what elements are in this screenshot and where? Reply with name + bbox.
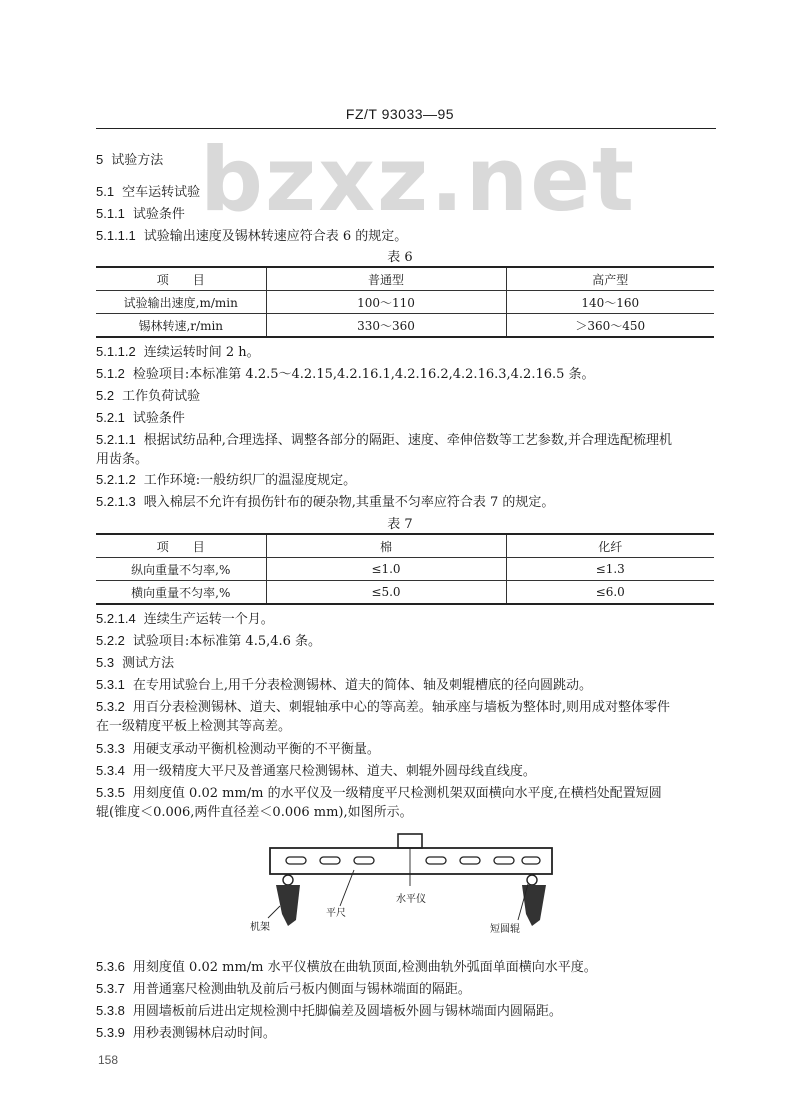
clause-text: 试验输出速度及锡林转速应符合表 6 的规定。 [143,229,408,244]
clause-line [96,430,672,451]
clause-number: 5.3 [96,655,115,670]
clause-line [96,470,356,491]
clause-continuation [96,450,148,470]
table-header-row [96,267,714,291]
clause-number: 5.2 [96,388,115,403]
ruler-slots [286,857,540,864]
clause-line [96,675,592,696]
frame-left [276,885,300,926]
clause-line [96,761,536,782]
table-cell: 纵向重量不匀率,% [96,558,266,581]
clause-line [96,631,321,652]
table-header-row [96,534,714,558]
clause-line [96,364,595,385]
clause-line [96,182,200,203]
table-row [96,291,714,314]
table-cell: 锡林转速,r/min [96,314,266,338]
clause-text: 试验条件 [132,411,185,426]
clause-text: 用圆墙板前后进出定规检测中托脚偏差及圆墙板外圆与锡林端面内圆隔距。 [132,1004,562,1019]
table-row [96,581,714,605]
clause-line [96,697,670,718]
table-row [96,314,714,338]
clause-number: 5.3.8 [96,1003,125,1018]
clause-number: 5 [96,152,104,167]
table-row [96,558,714,581]
clause-number: 5.1.1 [96,206,125,221]
clause-number: 5.2.1.2 [96,472,136,487]
clause-line [96,783,662,804]
ruler-bar [270,848,552,874]
table-cell: 横向重量不匀率,% [96,581,266,605]
clause-text: 试验项目:本标准第 4.5,4.6 条。 [132,634,322,649]
label-level: 水平仪 [396,894,426,905]
clause-text: 测试方法 [122,656,175,671]
table7-caption: 表 7 [387,517,413,532]
clause-text: 用硬支承动平衡机检测动平衡的不平衡量。 [132,742,380,757]
clause-number: 5.2.1 [96,410,125,425]
table-cell: 100～110 [266,291,506,314]
page-number: 158 [98,1053,119,1067]
clause-continuation [96,803,413,823]
table-cell: 330～360 [266,314,506,338]
table6 [96,266,714,338]
clause-text: 辊(锥度＜0.006,两件直径差＜0.006 mm),如图所示。 [96,805,413,820]
clause-number: 5.3.2 [96,699,125,714]
clause-number: 5.2.1.4 [96,611,136,626]
ruler-leader [340,870,354,906]
clause-line [96,979,471,1000]
clause-text: 在一级精度平板上检测其等高差。 [96,719,292,734]
table-header-cell: 化纤 [506,534,714,558]
clause-number: 5.1.1.1 [96,228,136,243]
clause-text: 工作负荷试验 [122,389,201,404]
table-header-cell: 棉 [266,534,506,558]
clause-continuation [96,717,291,737]
clause-number: 5.2.1.3 [96,494,136,509]
clause-number: 5.2.1.1 [96,432,136,447]
clause-text: 用普通塞尺检测曲轨及前后弓板内侧面与锡林端面的隔距。 [132,982,471,997]
clause-text: 在专用试验台上,用千分表检测锡林、道夫的简体、轴及刺辊槽底的径向圆跳动。 [132,678,593,693]
table-header-cell: 项 目 [96,534,266,558]
table-cell: ≤1.3 [506,558,714,581]
section-heading [96,150,163,171]
clause-number: 5.3.7 [96,981,125,996]
clause-text: 空车运转试验 [122,185,201,200]
clause-text: 用刻度值 0.02 mm/m 的水平仪及一级精度平尺检测机架双面横向水平度,在横档处配置短圆 [132,786,662,801]
table7 [96,533,714,605]
clause-number: 5.2.2 [96,633,125,648]
clause-text: 根据试纺品种,合理选择、调整各部分的隔距、速度、牵伸倍数等工艺参数,并合理选配梳理机 [143,433,673,448]
clause-text: 连续运转时间 2 h。 [143,345,260,360]
clause-line [96,1001,562,1022]
header-rule [96,128,716,129]
table-header-cell: 高产型 [506,267,714,291]
clause-text: 连续生产运转一个月。 [143,612,274,627]
table-cell: ≤6.0 [506,581,714,605]
clause-text: 用齿条。 [96,452,149,467]
clause-line [96,204,185,225]
label-frame: 机架 [250,922,270,933]
clause-text: 用百分表检测锡林、道夫、刺辊轴承中心的等高差。轴承座与墙板为整体时,则用成对整体零件 [132,700,671,715]
table-header-cell: 项 目 [96,267,266,291]
table6-caption: 表 6 [387,250,413,265]
clause-number: 5.1.2 [96,366,125,381]
clause-number: 5.1 [96,184,115,199]
clause-number: 5.3.4 [96,763,125,778]
clause-text: 检验项目:本标准第 4.2.5～4.2.15,4.2.16.1,4.2.16.2,4.2.16.3,4.2.16.5 条。 [132,367,595,382]
clause-line [96,739,380,760]
header-code: FZ/T 93033—95 [345,106,455,122]
clause-number: 5.1.1.2 [96,344,136,359]
clause-line [96,957,597,978]
clause-text: 工作环境:一般纺织厂的温湿度规定。 [143,473,357,488]
table-header-cell: 普通型 [266,267,506,291]
roller-left [283,875,293,885]
clause-text: 试验方法 [111,153,164,168]
clause-number: 5.3.5 [96,785,125,800]
watermark: bzxz.net [200,128,637,231]
label-roller: 短圆辊 [490,924,520,935]
label-ruler: 平尺 [326,908,346,919]
clause-line [96,653,174,674]
clause-text: 用刻度值 0.02 mm/m 水平仪横放在曲轨顶面,检测曲轨外弧面单面横向水平度。 [132,960,597,975]
table-cell: 140～160 [506,291,714,314]
clause-text: 用一级精度大平尺及普通塞尺检测锡林、道夫、刺辊外圆母线直线度。 [132,764,536,779]
clause-line [96,408,185,429]
clause-line [96,342,260,363]
roller-right [527,875,537,885]
clause-line [96,226,407,247]
level-test-figure [250,828,570,940]
clause-number: 5.3.6 [96,959,125,974]
frame-leader [268,906,280,918]
clause-text: 喂入棉层不允许有损伤针布的硬杂物,其重量不匀率应符合表 7 的规定。 [143,495,555,510]
clause-text: 用秒表测锡林启动时间。 [132,1026,276,1041]
table-cell: ＞360～450 [506,314,714,338]
level-instrument [398,834,422,848]
clause-number: 5.3.1 [96,677,125,692]
clause-line [96,1023,276,1044]
table-cell: 试验输出速度,m/min [96,291,266,314]
clause-line [96,386,200,407]
clause-number: 5.3.3 [96,741,125,756]
clause-number: 5.3.9 [96,1025,125,1040]
clause-line [96,609,274,630]
table-cell: ≤1.0 [266,558,506,581]
clause-line [96,492,554,513]
table-cell: ≤5.0 [266,581,506,605]
clause-text: 试验条件 [132,207,185,222]
